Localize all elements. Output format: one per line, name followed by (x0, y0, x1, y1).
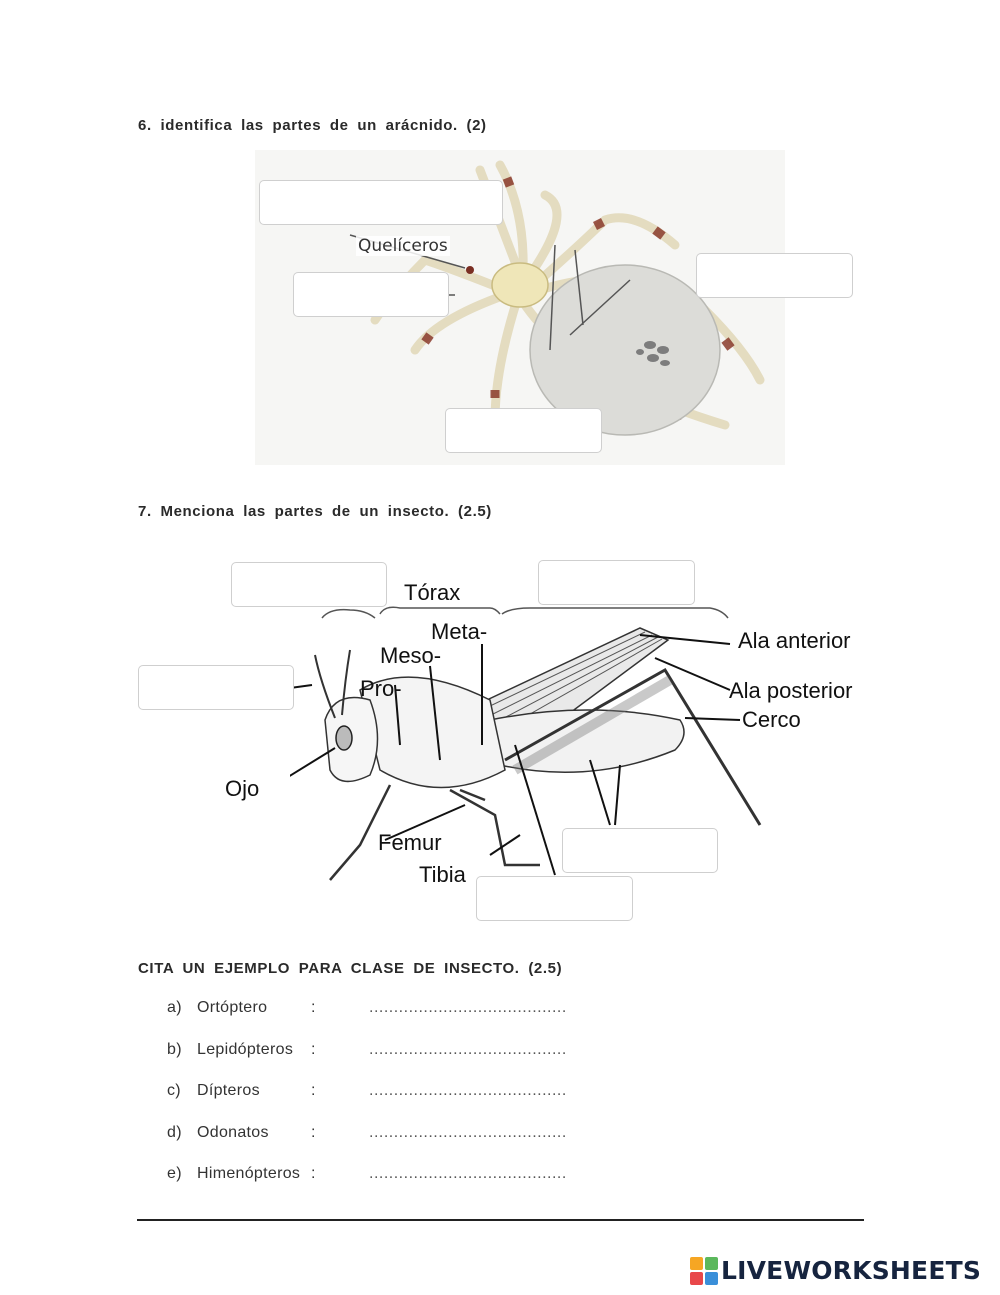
label-torax: Tórax (404, 580, 461, 605)
answer-blank-b[interactable]: ........................................ (369, 1041, 567, 1058)
spider-answer-box-2[interactable] (293, 272, 449, 317)
answer-blank-e[interactable]: ........................................ (369, 1165, 567, 1182)
spider-answer-box-3[interactable] (696, 253, 853, 298)
answer-blank-a[interactable]: ........................................ (369, 999, 567, 1016)
label-meta: Meta- (431, 619, 488, 644)
compound-eye (336, 726, 352, 750)
label-tibia: Tibia (419, 862, 466, 887)
spider-answer-box-4[interactable] (445, 408, 602, 453)
label-cerco: Cerco (742, 707, 801, 732)
question-8-title: CITA UN EJEMPLO PARA CLASE DE INSECTO. (2.5) (138, 960, 563, 977)
spider-cephalothorax (492, 263, 548, 307)
liveworksheets-logo-icon (690, 1257, 718, 1285)
list-item: d) Odonatos : ........................................ (167, 1124, 567, 1141)
label-meso: Meso- (380, 643, 442, 668)
chelicerae-dot (466, 266, 474, 274)
body-brackets (322, 607, 728, 618)
spider-label-queliceros: Quelíceros (358, 236, 448, 256)
spider-answer-box-1[interactable] (259, 180, 503, 225)
insect-answer-box-5[interactable] (476, 876, 633, 921)
label-pro: Pro- (360, 676, 402, 701)
footer-divider (137, 1219, 864, 1221)
question-6-title: 6. identifica las partes de un arácnido. (2) (138, 117, 487, 134)
label-ala-anterior: Ala anterior (738, 628, 851, 653)
answer-blank-c[interactable]: ........................................ (369, 1082, 567, 1099)
label-femur: Femur (378, 830, 442, 855)
list-item: c) Dípteros : ........................................ (167, 1082, 567, 1099)
question-7-title: 7. Menciona las partes de un insecto. (2.5) (138, 503, 492, 520)
list-item: a) Ortóptero : ........................................ (167, 999, 567, 1016)
list-item: b) Lepidópteros : ........................................ (167, 1041, 567, 1058)
label-ala-posterior: Ala posterior (729, 678, 853, 703)
insect-answer-box-4[interactable] (562, 828, 718, 873)
insect-answer-box-1[interactable] (231, 562, 387, 607)
answer-blank-d[interactable]: ........................................ (369, 1124, 567, 1141)
insect-answer-box-2[interactable] (538, 560, 695, 605)
insect-answer-box-3[interactable] (138, 665, 294, 710)
list-item: e) Himenópteros : ........................................ (167, 1165, 567, 1182)
liveworksheets-brand[interactable] (690, 1256, 981, 1285)
brand-name: LIVEWORKSHEETS (721, 1256, 982, 1285)
label-ojo: Ojo (225, 776, 260, 801)
